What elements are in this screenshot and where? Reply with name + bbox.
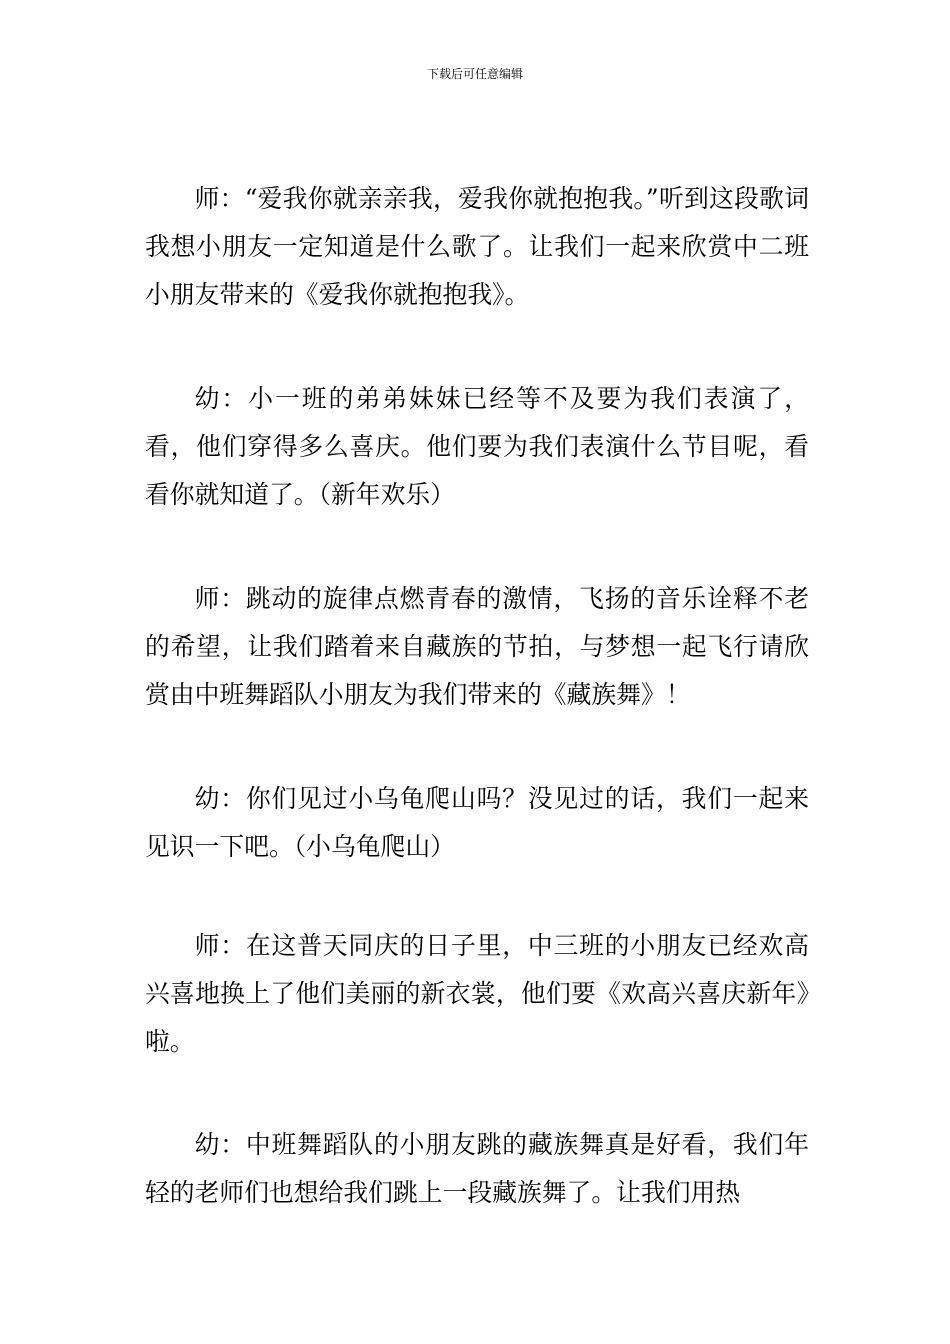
script-paragraph-6: 幼：中班舞蹈队的小朋友跳的藏族舞真是好看，我们年轻的老师们也想给我们跳上一段藏族舞了。让我们用热 <box>145 1130 809 1207</box>
script-paragraph-1: 师：“爱我你就亲亲我，爱我你就抱抱我。”听到这段歌词我想小朋友一定知道是什么歌了。让我们一起来欣赏中二班小朋友带来的《爱我你就抱抱我》。 <box>145 184 809 309</box>
header-note: 下载后可任意编辑 <box>426 67 523 81</box>
script-paragraph-5: 师：在这普天同庆的日子里，中三班的小朋友已经欢高兴喜地换上了他们美丽的新衣裳，他们要《欢高兴喜庆新年》啦。 <box>145 931 809 1056</box>
script-paragraph-3: 师：跳动的旋律点燃青春的激情，飞扬的音乐诠释不老的希望，让我们踏着来自藏族的节拍，与梦想一起飞行请欣赏由中班舞蹈队小朋友为我们带来的《藏族舞》！ <box>145 584 809 709</box>
script-paragraph-2: 幼：小一班的弟弟妹妹已经等不及要为我们表演了，看，他们穿得多么喜庆。他们要为我们表演什么节目呢，看看你就知道了。（新年欢乐） <box>145 384 809 509</box>
script-paragraph-4: 幼：你们见过小乌龟爬山吗？没见过的话，我们一起来见识一下吧。（小乌龟爬山） <box>145 784 809 861</box>
